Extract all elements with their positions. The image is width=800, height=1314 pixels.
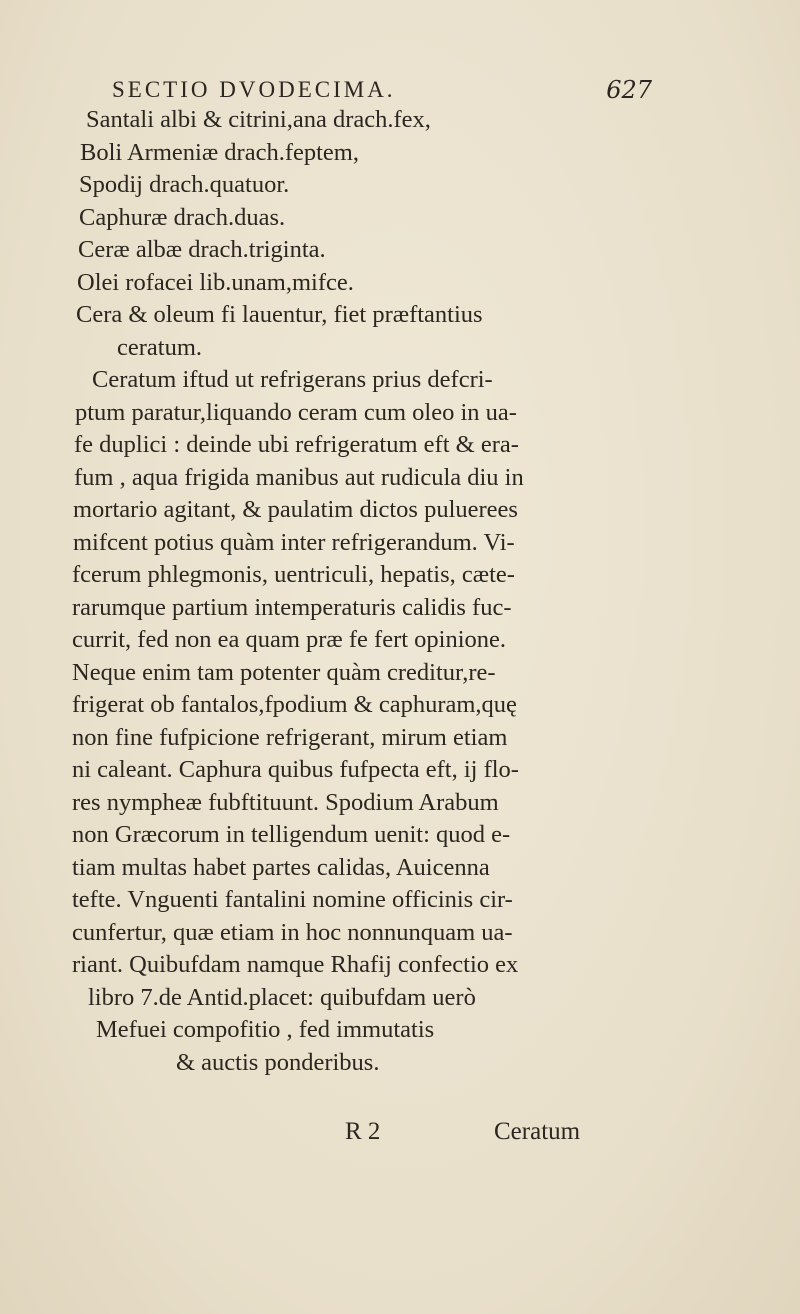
text-line: & auctis ponderibus.: [176, 1048, 380, 1076]
text-line: Caphuræ drach.duas.: [79, 203, 286, 231]
text-line: currit, fed non ea quam præ fe fert opinione.: [72, 626, 507, 653]
text-line: rarumque partium intemperaturis calidis fuc-: [72, 593, 512, 621]
text-line: Spodij drach.quatuor.: [79, 171, 290, 198]
text-line: tefte. Vnguenti fantalini nomine officinis cir-: [72, 886, 513, 913]
running-head: SECTIO DVODECIMA.: [112, 77, 396, 102]
text-line: fcerum phlegmonis, uentriculi, hepatis, cæte-: [72, 561, 515, 588]
text-line: non fine fufpicione refrigerant, mirum etiam: [72, 723, 508, 751]
text-line: frigerat ob fantalos,fpodium & caphuram,quę: [72, 691, 517, 718]
text-line: ptum paratur,liquando ceram cum oleo in ua-: [75, 398, 517, 426]
text-line: libro 7.de Antid.placet: quibufdam uerò: [88, 983, 476, 1011]
text-line: Cera & oleum fi lauentur, fiet præftantius: [76, 301, 483, 328]
text-line: Santali albi & citrini,ana drach.fex,: [86, 106, 431, 133]
text-line: tiam multas habet partes calidas, Auicenna: [72, 853, 490, 881]
page-footer: [0, 1118, 800, 1158]
text-line: ceratum.: [117, 333, 203, 361]
text-line: Olei rofacei lib.unam,mifce.: [77, 268, 354, 296]
body-text: [0, 104, 800, 1079]
text-line: fe duplici : deinde ubi refrigeratum eft & era-: [74, 431, 519, 458]
text-line: fum , aqua frigida manibus aut rudicula diu in: [74, 463, 524, 491]
signature-mark: R 2: [345, 1118, 381, 1145]
text-line: riant. Quibufdam namque Rhafij confectio ex: [72, 951, 519, 978]
catchword: Ceratum: [494, 1118, 581, 1145]
text-line: res nympheæ fubftituunt. Spodium Arabum: [72, 788, 499, 816]
text-line: mifcent potius quàm inter refrigerandum. Vi-: [73, 528, 515, 556]
text-line: Mefuei compofitio , fed immutatis: [96, 1016, 435, 1043]
text-line: cunfertur, quæ etiam in hoc nonnunquam ua-: [72, 918, 513, 946]
text-line: Ceræ albæ drach.triginta.: [78, 236, 326, 263]
text-line: mortario agitant, & paulatim dictos puluerees: [73, 496, 518, 523]
text-line: Ceratum iftud ut refrigerans prius defcri-: [92, 366, 493, 393]
text-line: non Græcorum in telligendum uenit: quod e-: [72, 821, 511, 848]
text-line: Neque enim tam potenter quàm creditur,re-: [72, 658, 496, 686]
text-line: Boli Armeniæ drach.feptem,: [80, 138, 359, 166]
text-line: ni caleant. Caphura quibus fufpecta eft, ij flo-: [72, 756, 519, 783]
page-number: 627: [606, 76, 652, 104]
page-header: [112, 72, 652, 108]
